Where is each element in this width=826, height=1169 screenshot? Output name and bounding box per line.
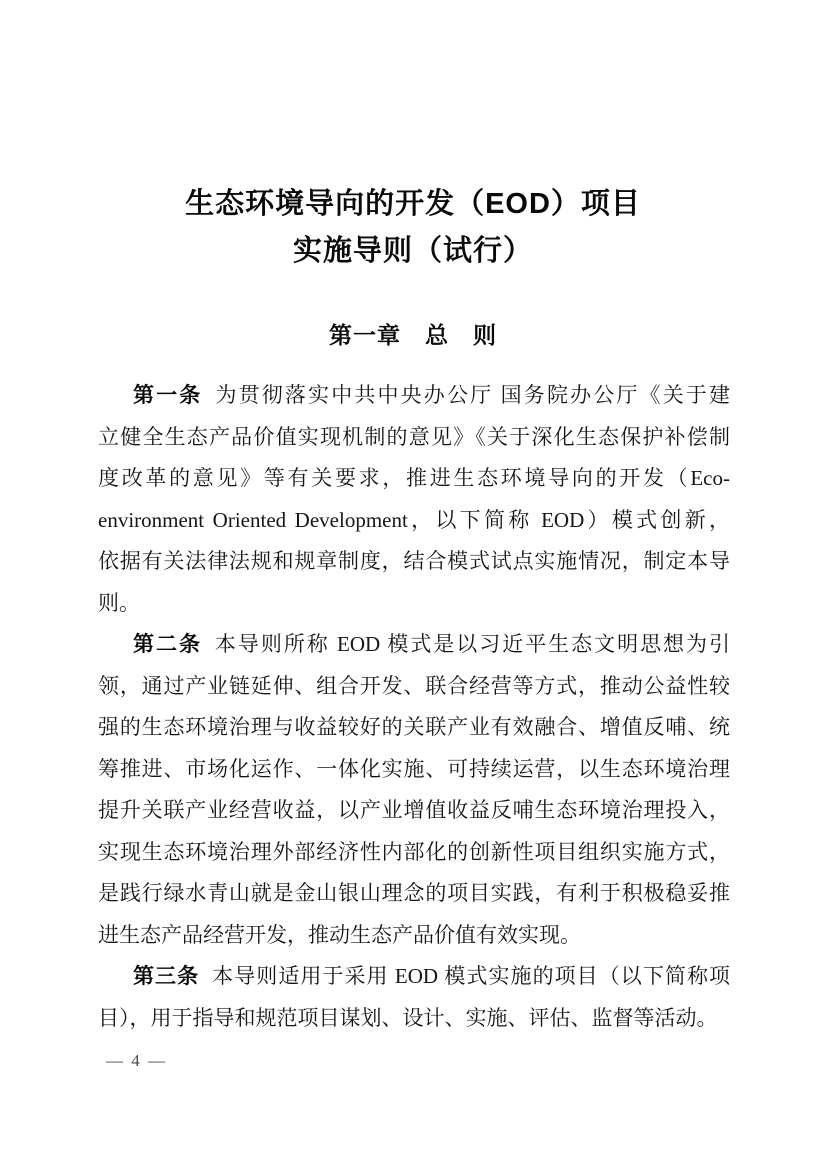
body-line: 实现生态环境治理外部经济性内部化的创新性项目组织实施方式， <box>98 839 730 864</box>
body-text: 本导则适用于采用 EOD 模式实施的项目（以下简称项 <box>212 964 730 988</box>
body-line: 度改革的意见》等有关要求，推进生态环境导向的开发（Eco- <box>98 466 730 490</box>
body-line: 目），用于指导和规范项目谋划、设计、实施、评估、监督等活动。 <box>98 1005 718 1030</box>
body-line: environment Oriented Development，以下简称 EOD）模式创新， <box>98 507 730 532</box>
body-line <box>98 375 730 417</box>
article-3-label: 第三条 <box>133 965 200 988</box>
chapter-heading: 第一章 总 则 <box>329 322 497 348</box>
document-title-line-1: 生态环境导向的开发（EOD）项目 <box>185 188 641 220</box>
body-line: 依据有关法律法规和规章制度，结合模式试点实施情况，制定本导 <box>98 549 730 573</box>
document-title <box>0 181 826 275</box>
article-1 <box>98 375 730 624</box>
article-3 <box>98 956 730 1039</box>
body-line: 则。 <box>98 590 140 615</box>
body-line <box>98 624 730 666</box>
article-2-label: 第二条 <box>133 633 202 656</box>
document-body <box>98 375 730 1039</box>
body-line: 领，通过产业链延伸、组合开发、联合经营等方式，推动公益性较 <box>98 673 730 698</box>
body-line: 筹推进、市场化运作、一体化实施、可持续运营，以生态环境治理 <box>98 756 730 781</box>
body-line: 是践行绿水青山就是金山银山理念的项目实践，有利于积极稳妥推 <box>98 881 730 905</box>
page-number: — 4 — <box>106 1051 167 1070</box>
article-1-label: 第一条 <box>133 384 203 407</box>
body-line: 提升关联产业经营收益，以产业增值收益反哺生态环境治理投入， <box>98 798 730 822</box>
body-line: 立健全生态产品价值实现机制的意见》《关于深化生态保护补偿制 <box>98 424 730 449</box>
body-text: 为贯彻落实中共中央办公厅 国务院办公厅《关于建 <box>215 383 731 407</box>
document-title-line-2: 实施导则（试行） <box>292 235 533 267</box>
body-text: 本导则所称 EOD 模式是以习近平生态文明思想为引 <box>214 632 730 656</box>
article-2 <box>98 624 730 956</box>
body-line: 强的生态环境治理与收益较好的关联产业有效融合、增值反哺、统 <box>98 715 730 739</box>
body-line: 进生态产品经营开发，推动生态产品价值有效实现。 <box>98 922 581 947</box>
body-line <box>98 956 730 998</box>
